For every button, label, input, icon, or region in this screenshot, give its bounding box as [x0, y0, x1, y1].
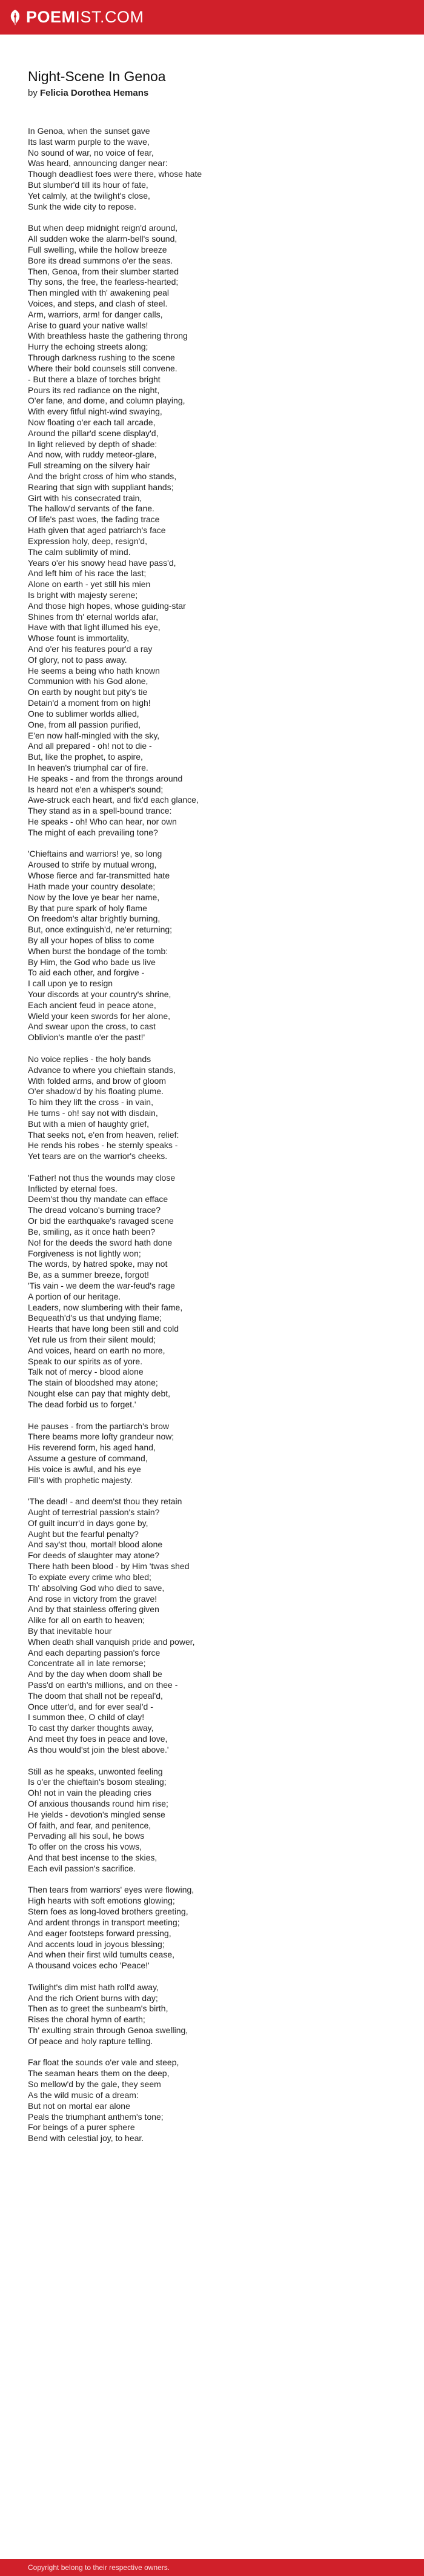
poem-stanza: But when deep midnight reign'd around, All sudden woke the alarm-bell's sound, Full swelling, while the hollow breeze Bore its dread summons o'er the seas. Then, Genoa, from their slumber started Thy sons, the free, the fearless-hearted; Then mingled with th' awakening peal Voices, and steps, and clash of steel. Arm, warriors, arm! for danger calls, Arise to guard your native walls! With breathless haste the gathering throng Hurry the echoing streets along; Through darkness rushing to the scene Where their bold counsels still convene. - But there a blaze of torches bright Pours its red radiance on the night, O'er fane, and dome, and column playing, With every fitful night-wind swaying, Now floating o'er each tall arcade, Around the pillar'd scene display'd, In light relieved by depth of shade: And now, with ruddy meteor-glare, Full streaming on the silvery hair And the bright cross of him who stands, Rearing that sign with suppliant hands; Girt with his consecrated train, The hallow'd servants of the fane. Of life's past woes, the fading trace Hath given that aged patriarch's face Expression holy, deep, resign'd, The calm sublimity of mind. Years o'er his snowy head have pass'd, And left him of his race the last; Alone on earth - yet still his mien Is bright with majesty serene; And those high hopes, whose guiding-star Shines from th' eternal worlds afar, Have with that light illumed his eye, Whose fount is immortality, And o'er his features pour'd a ray Of glory, not to pass away. He seems a being who hath known Communion with his God alone, On earth by nought but pity's tie Detain'd a moment from on high! One to sublimer worlds allied, One, from all passion purified, E'en now half-mingled with the sky, And all prepared - oh! not to die - But, like the prophet, to aspire, In heaven's triumphal car of fire. He speaks - and from the throngs around Is heard not e'en a whisper's sound; Awe-struck each heart, and fix'd each glance, They stand as in a spell-bound trance: He speaks - oh! Who can hear, nor own The might of each prevailing tone? — [28, 223, 199, 837]
site-footer — [0, 2559, 424, 2576]
poem-stanza: In Genoa, when the sunset gave Its last warm purple to the wave, No sound of war, no voice of fear, Was heard, announcing danger near: Though deadliest foes were there, whose hate But slumber'd till its hour of fate, Yet calmly, at the twilight's close, Sunk the wide city to repose. — [28, 126, 202, 211]
logo-text-poem: POEM — [26, 8, 76, 26]
poem-byline — [28, 87, 403, 99]
quill-icon — [8, 9, 22, 26]
poem-body — [28, 126, 403, 2144]
poem-content — [28, 68, 403, 2155]
copyright-text: Copyright belong to their respective owners. — [28, 2563, 170, 2572]
poem-stanza: 'Chieftains and warriors! ye, so long Aroused to strife by mutual wrong, Whose fierce and far-transmitted hate Hath made your country desolate; Now by the love ye bear her name, By that pure spark of holy flame On freedom's altar brightly burning, But, once extinguish'd, ne'er returning; By all your hopes of bliss to come When burst the bondage of the tomb: By Him, the God who bade us live To aid each other, and forgive - I call upon ye to resign Your discords at your country's shrine, Each ancient feud in peace atone, Wield your keen swords for her alone, And swear upon the cross, to cast Oblivion's mantle o'er the past!' — [28, 849, 173, 1043]
byline-prefix: by — [28, 88, 41, 98]
site-header — [0, 0, 424, 35]
poem-stanza: No voice replies - the holy bands Advance to where you chieftain stands, With folded arms, and brow of gloom O'er shadow'd by his floating plume. To him they lift the cross - in vain, He turns - oh! say not with disdain, But with a mien of haughty grief, That seeks not, e'en from heaven, relief: He rends his robes - he sternly speaks - Yet tears are on the warrior's cheeks. — [28, 1054, 179, 1161]
poem-stanza: Far float the sounds o'er vale and steep, The seaman hears them on the deep, So mellow'd by the gale, they seem As the wild music of a dream: But not on mortal ear alone Peals the triumphant anthem's tone; For beings of a purer sphere Bend with celestial joy, to hear. — [28, 2057, 179, 2143]
poem-stanza: Still as he speaks, unwonted feeling Is o'er the chieftain's bosom stealing; Oh! not in vain the pleading cries Of anxious thousands round him rise; He yields - devotion's mingled sense Of faith, and fear, and penitence, Pervading all his soul, he bows To offer on the cross his vows, And that best incense to the skies, Each evil passion's sacrifice. — [28, 1766, 168, 1873]
author-link[interactable]: Felicia Dorothea Hemans — [40, 88, 149, 98]
poem-stanza: 'Father! not thus the wounds may close Inflicted by eternal foes. Deem'st thou thy mandate can efface The dread volcano's burning trace? Or bid the earthquake's ravaged scene Be, smiling, as it once hath been? No! for the deeds the sword hath done Forgiveness is not lightly won; The words, by hatred spoke, may not Be, as a summer breeze, forgot! 'Tis vain - we deem the war-feud's rage A portion of our heritage. Leaders, now slumbering with their fame, Bequeath'd's us that undying flame; Hearts that have long been still and cold Yet rule us from their silent mould; And voices, heard on earth no more, Speak to our spirits as of yore. Talk not of mercy - blood alone The stain of bloodshed may atone; Nought else can pay that mighty debt, The dead forbid us to forget.' — [28, 1172, 183, 1409]
site-logo-link[interactable] — [8, 9, 144, 26]
poem-stanza: Then tears from warriors' eyes were flowing, High hearts with soft emotions glowing; Stern foes as long-loved brothers greeting, And ardent throngs in transport meeting; And eager footsteps forward pressing, And accents loud in joyous blessing; And when their first wild tumults cease, A thousand voices echo 'Peace!' — [28, 1885, 194, 1971]
poem-stanza: 'The dead! - and deem'st thou they retain Aught of terrestrial passion's stain? Of guilt incurr'd in days gone by, Aught but the fearful penalty? And say'st thou, mortal! blood alone For deeds of slaughter may atone? There hath been blood - by Him 'twas shed To expiate every crime who bled; Th' absolving God who died to save, And rose in victory from the grave! And by that stainless offering given Alike for all on earth to heaven; By that inevitable hour When death shall vanquish pride and power, And each departing passion's force Concentrate all in late remorse; And by the day when doom shall be Pass'd on earth's millions, and on thee - The doom that shall not be repeal'd, Once utter'd, and for ever seal'd - I summon thee, O child of clay! To cast thy darker thoughts away, And meet thy foes in peace and love, As thou would'st join the blest above.' — [28, 1496, 195, 1754]
poem-stanza: He pauses - from the partiarch's brow There beams more lofty grandeur now; His reverend form, his aged hand, Assume a gesture of command, His voice is awful, and his eye Fill's with prophetic majesty. — [28, 1421, 174, 1485]
logo-text-ist: IST.COM — [75, 8, 144, 26]
poem-title: Night-Scene In Genoa — [28, 68, 166, 84]
poem-stanza: Twilight's dim mist hath roll'd away, And the rich Orient burns with day; Then as to greet the sunbeam's birth, Rises the choral hymn of earth; Th' exulting strain through Genoa swelling, Of peace and holy rapture telling. — [28, 1982, 188, 2046]
